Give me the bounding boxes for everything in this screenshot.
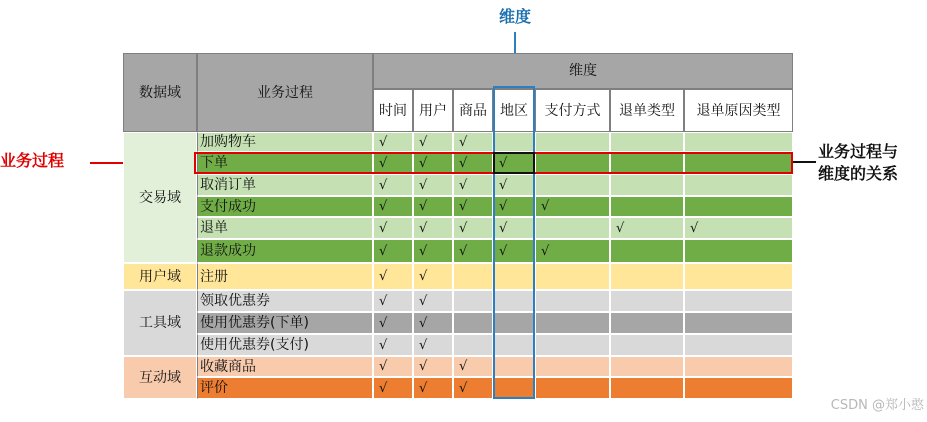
relation-mark-cell: √ <box>413 334 453 356</box>
relation-mark-cell <box>610 377 684 399</box>
relation-mark-cell: √ <box>413 174 453 196</box>
relation-mark-cell: √ <box>453 356 493 377</box>
relation-mark-cell: √ <box>453 152 493 174</box>
relation-mark-cell: √ <box>453 377 493 399</box>
relation-mark-cell <box>684 356 793 377</box>
relation-mark-cell: √ <box>493 152 535 174</box>
process-cell: 下单 <box>197 152 373 174</box>
process-cell: 使用优惠券(支付) <box>197 334 373 356</box>
process-cell: 收藏商品 <box>197 356 373 377</box>
relation-mark-cell: √ <box>413 356 453 377</box>
relation-highlight-cell <box>493 152 535 174</box>
relation-mark-cell <box>453 312 493 334</box>
relation-mark-cell: √ <box>453 217 493 239</box>
relation-mark-cell <box>453 263 493 290</box>
process-cell: 退单 <box>197 217 373 239</box>
relation-annotation-line1: 业务过程与 <box>818 142 899 161</box>
relation-mark-cell: √ <box>413 217 453 239</box>
relation-mark-cell: √ <box>413 263 453 290</box>
relation-mark-cell <box>453 334 493 356</box>
relation-mark-cell <box>535 377 610 399</box>
header-dimension-1: 用户 <box>413 89 453 132</box>
relation-mark-cell: √ <box>610 217 684 239</box>
relation-mark-cell: √ <box>413 196 453 217</box>
relation-mark-cell <box>610 356 684 377</box>
relation-mark-cell <box>684 290 793 312</box>
relation-mark-cell <box>535 356 610 377</box>
relation-mark-cell: √ <box>413 132 453 152</box>
business-process-annotation-label: 业务过程 <box>0 151 65 170</box>
relation-mark-cell <box>684 312 793 334</box>
relation-mark-cell: √ <box>453 196 493 217</box>
relation-mark-cell <box>535 174 610 196</box>
relation-annotation-label <box>818 141 926 185</box>
relation-mark-cell: √ <box>413 239 453 263</box>
relation-mark-cell <box>535 217 610 239</box>
relation-mark-cell: √ <box>535 239 610 263</box>
relation-mark-cell <box>610 132 684 152</box>
relation-mark-cell: √ <box>453 174 493 196</box>
dimension-annotation-label: 维度 <box>498 7 531 26</box>
process-cell: 评价 <box>197 377 373 399</box>
relation-mark-cell: √ <box>373 312 413 334</box>
relation-mark-cell: √ <box>373 152 413 174</box>
header-dimension-2: 商品 <box>453 89 493 132</box>
relation-mark-cell: √ <box>373 334 413 356</box>
relation-mark-cell: √ <box>493 217 535 239</box>
relation-mark-cell <box>535 132 610 152</box>
relation-mark-cell: √ <box>373 290 413 312</box>
relation-mark-cell: √ <box>535 196 610 217</box>
relation-mark-cell: √ <box>373 217 413 239</box>
relation-mark-cell: √ <box>413 312 453 334</box>
relation-mark-cell <box>684 132 793 152</box>
relation-annotation-line2: 维度的关系 <box>818 164 899 183</box>
relation-mark-cell: √ <box>493 239 535 263</box>
header-dimension-4: 支付方式 <box>535 89 610 132</box>
relation-mark-cell: √ <box>373 174 413 196</box>
relation-mark-cell <box>684 196 793 217</box>
relation-mark-cell: √ <box>413 152 453 174</box>
watermark: CSDN @郑小憨 <box>830 398 924 413</box>
relation-mark-cell <box>684 239 793 263</box>
header-dimension-5: 退单类型 <box>610 89 684 132</box>
dimension-highlight-box <box>493 86 535 399</box>
relation-mark-cell: √ <box>373 239 413 263</box>
relation-mark-cell: √ <box>413 290 453 312</box>
relation-mark-cell <box>535 334 610 356</box>
relation-mark-cell <box>535 290 610 312</box>
relation-mark-cell <box>610 334 684 356</box>
header-dimension: 维度 <box>373 53 793 89</box>
relation-mark-cell <box>684 334 793 356</box>
header-dimension-0: 时间 <box>373 89 413 132</box>
process-cell: 使用优惠券(下单) <box>197 312 373 334</box>
header-dimension-3: 地区 <box>493 89 535 132</box>
domain-cell: 工具域 <box>123 290 197 356</box>
relation-mark-cell <box>610 290 684 312</box>
relation-mark-cell <box>610 239 684 263</box>
process-cell: 取消订单 <box>197 174 373 196</box>
relation-mark-cell <box>610 312 684 334</box>
relation-mark-cell <box>684 263 793 290</box>
relation-mark-cell <box>535 312 610 334</box>
relation-mark-cell: √ <box>453 239 493 263</box>
header-dimension-6: 退单原因类型 <box>684 89 793 132</box>
relation-mark-cell: √ <box>373 377 413 399</box>
relation-mark-cell: √ <box>373 356 413 377</box>
relation-mark-cell <box>610 174 684 196</box>
process-cell: 注册 <box>197 263 373 290</box>
relation-mark-cell: √ <box>373 196 413 217</box>
relation-mark-cell <box>610 196 684 217</box>
relation-mark-cell: √ <box>453 132 493 152</box>
header-process: 业务过程 <box>197 53 373 132</box>
relation-mark-cell: √ <box>684 217 793 239</box>
domain-cell: 用户域 <box>123 263 197 290</box>
relation-mark-cell <box>453 290 493 312</box>
relation-mark-cell: √ <box>373 132 413 152</box>
process-cell: 领取优惠券 <box>197 290 373 312</box>
relation-mark-cell <box>535 263 610 290</box>
header-domain: 数据域 <box>123 53 197 132</box>
process-cell: 加购物车 <box>197 132 373 152</box>
domain-cell: 交易域 <box>123 132 197 263</box>
relation-mark-cell <box>610 263 684 290</box>
process-cell: 退款成功 <box>197 239 373 263</box>
domain-cell: 互动域 <box>123 356 197 399</box>
relation-mark-cell: √ <box>413 377 453 399</box>
relation-mark-cell: √ <box>493 174 535 196</box>
relation-mark-cell <box>684 174 793 196</box>
process-cell: 支付成功 <box>197 196 373 217</box>
relation-mark-cell: √ <box>373 263 413 290</box>
relation-mark-cell: √ <box>493 196 535 217</box>
